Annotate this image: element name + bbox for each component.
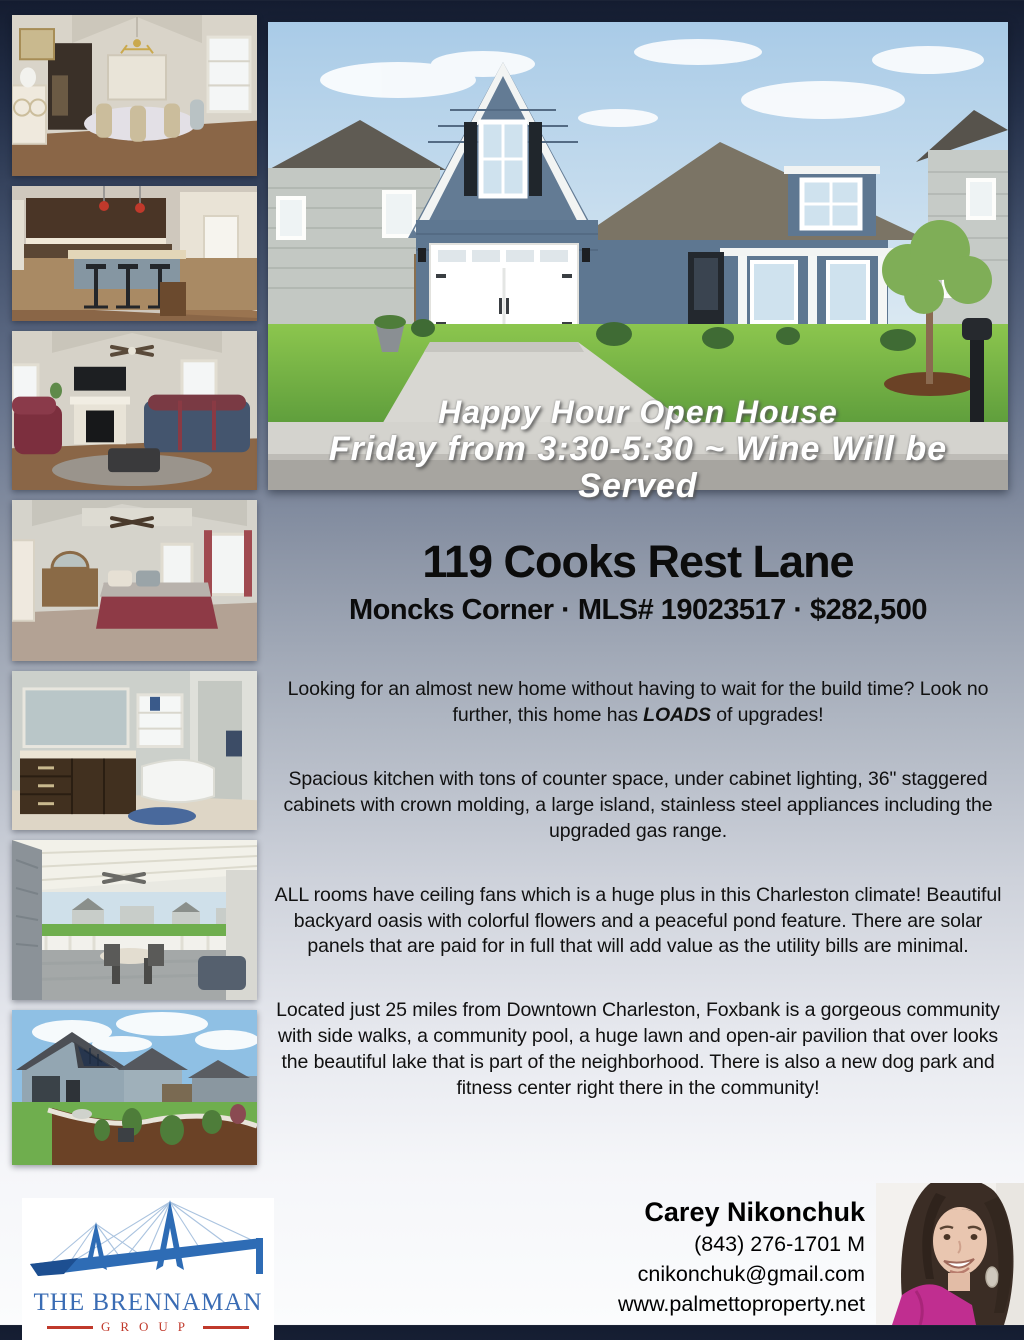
listing-details — [264, 536, 1012, 1102]
agent-phone: (843) 276-1701 M — [694, 1232, 865, 1256]
brennaman-group-logo — [22, 1198, 274, 1340]
p1-emphasis: LOADS — [643, 703, 711, 726]
logo-group-text: GROUP — [100, 1319, 196, 1334]
thumb-photo-living-room — [12, 331, 257, 490]
agent-name: Carey Nikonchuk — [644, 1197, 865, 1227]
thumb-photo-backyard — [12, 1010, 257, 1165]
thumb-photo-bathroom — [12, 671, 257, 830]
agent-headshot — [876, 1183, 1024, 1325]
description-paragraph-4: Located just 25 miles from Downtown Charleston, Foxbank is a gorgeous community with side walks, a community pool, a huge lawn and open-air pavilion that over looks the beautiful lake that is part of the neighborhood. There is also a new dog park and fitness center right there in the community! — [276, 999, 1000, 1100]
agent-contact — [445, 1196, 865, 1319]
hero-photo — [268, 22, 1008, 505]
thumb-photo-screened-porch — [12, 840, 257, 1000]
bridge-icon — [22, 1198, 274, 1290]
p1-text-after: of upgrades! — [710, 703, 824, 726]
description-paragraph-1 — [264, 677, 1012, 729]
thumb-photo-dining-room — [12, 15, 257, 176]
agent-website: www.palmettoproperty.net — [618, 1292, 865, 1316]
logo-name: THE BRENNAMAN — [33, 1289, 263, 1316]
description-paragraph-3: ALL rooms have ceiling fans which is a huge plus in this Charleston climate! Beautiful backyard oasis with colorful flowers and a peaceful pond feature. There are solar panels that are paid for in full that will add value as the utility bills are minimal. — [274, 883, 1002, 958]
thumb-photo-bedroom — [12, 500, 257, 661]
logo-rule-right — [203, 1326, 249, 1329]
logo-group-line — [22, 1319, 274, 1335]
open-house-overlay — [268, 394, 1008, 505]
listing-title: 119 Cooks Rest Lane — [422, 536, 854, 587]
p1-text-before: Looking for an almost new home without having to wait for the build time? Look no further, this home has — [287, 678, 989, 726]
photo-strip — [12, 15, 263, 1334]
listing-subtitle: Moncks Corner · MLS# 19023517 · $282,500 — [348, 594, 928, 626]
open-house-line1: Happy Hour Open House — [438, 394, 838, 430]
description-paragraph-2: Spacious kitchen with tons of counter space, under cabinet lighting, 36" staggered cabinets with crown molding, a large island, stainless steel appliances including the upgraded gas range. — [283, 767, 993, 842]
open-house-line2: Friday from 3:30-5:30 ~ Wine Will be Served — [328, 430, 948, 505]
thumb-photo-kitchen — [12, 186, 257, 321]
logo-rule-left — [47, 1326, 93, 1329]
agent-email: cnikonchuk@gmail.com — [637, 1262, 865, 1286]
